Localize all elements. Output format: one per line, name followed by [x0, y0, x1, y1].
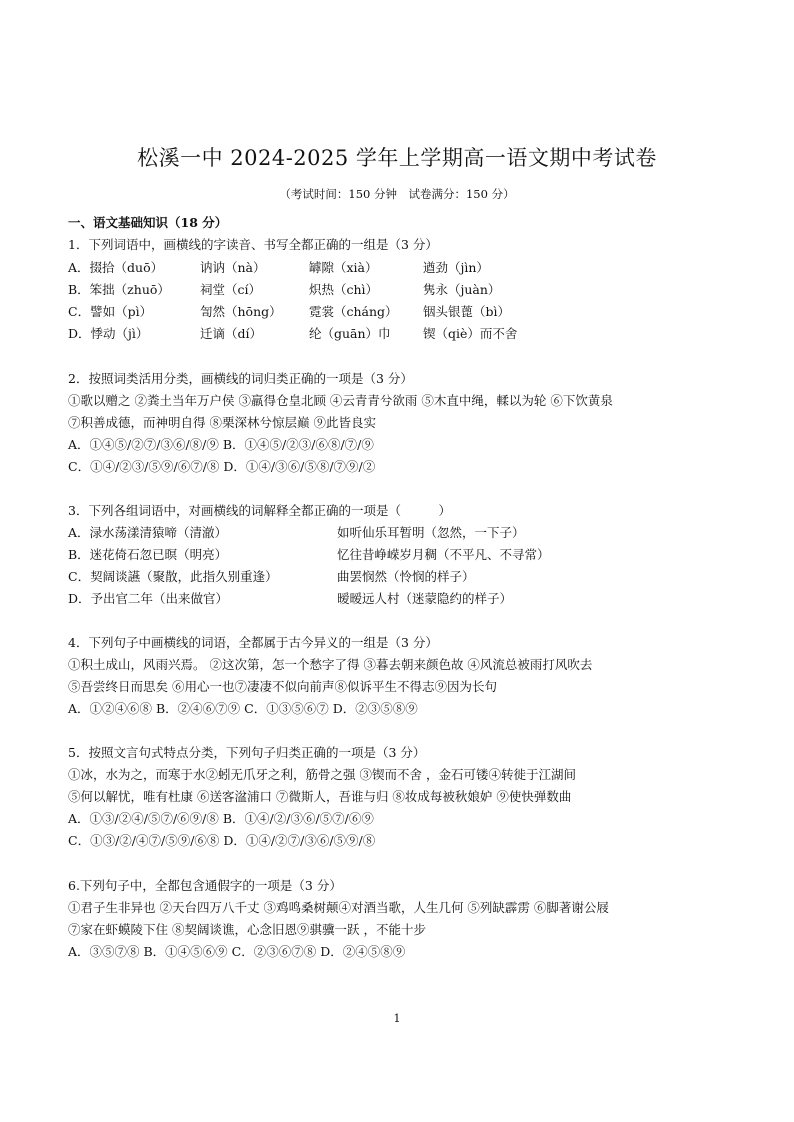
q3-d-2: 暧暧远人村（迷蒙隐约的样子） [337, 591, 513, 606]
q6-stem: 6.下列句子中，全都包含通假字的一项是（3 分） [68, 878, 342, 893]
q1-stem: 1．下列词语中，画横线的字读音、书写全都正确的一组是（3 分） [68, 237, 438, 252]
q1-b-1: B．笨拙（zhuō） [68, 282, 170, 297]
q3-b-2: 忆往昔峥嵘岁月稠（不平凡、不寻常） [337, 547, 550, 562]
q4-sentences-2: ⑤吾尝终日而思矣 ⑥用心一也⑦凄凄不似向前声⑧似诉平生不得志⑨因为长句 [68, 679, 497, 694]
q4-sentences-1: ①积土成山，风雨兴焉。 ②这次第，怎一个愁字了得 ③暮去朝来颜色故 ④风流总被雨打风吹去 [68, 657, 593, 672]
section-heading: 一、语文基础知识（18 分） [68, 215, 228, 230]
q5-sentences-1: ①冰，水为之，而寒于水②蚓无爪牙之利，筋骨之强 ③锲而不舍 ，金石可镂④转徙于江湖间 [68, 767, 576, 782]
q2-options-ab: A．①④⑤/②⑦/③⑥/⑧/⑨ B．①④⑤/②③/⑥⑧/⑦/⑨ [68, 437, 374, 452]
q3-c-2: 曲罢悯然（怜悯的样子） [337, 569, 475, 584]
q2-stem: 2．按照词类活用分类，画横线的词归类正确的一项是（3 分） [68, 371, 413, 386]
q1-b-2: 祠堂（cí） [200, 282, 261, 297]
q5-stem: 5．按照文言句式特点分类，下列句子归类正确的一项是（3 分） [68, 745, 426, 760]
q3-b-1: B．迷花倚石忽已暝（明亮） [68, 547, 228, 562]
q3-a-2: 如听仙乐耳暂明（忽然，一下子） [337, 525, 525, 540]
q4-stem: 4．下列句子中画横线的词语，全都属于古今异义的一组是（3 分） [68, 635, 438, 650]
q6-options: A．③⑤⑦⑧ B．①④⑤⑥⑨ C．②③⑥⑦⑧ D．②④⑤⑧⑨ [68, 944, 406, 959]
q6-sentences-2: ⑦家在虾蟆陵下住 ⑧契阔谈谯，心念旧恩⑨骐骥一跃 ，不能十步 [68, 922, 426, 937]
q1-d-3: 纶（guān）巾 [309, 326, 391, 341]
q3-d-1: D．予出官二年（出来做官） [68, 591, 229, 606]
q1-b-3: 炽热（chì） [309, 282, 379, 297]
q2-sentences-1: ①歌以赠之 ②粪土当年万户侯 ③羸得仓皇北顾 ④云青青兮欲雨 ⑤木直中绳，輮以为轮 ⑥下饮黄泉 [68, 393, 613, 408]
q3-c-1: C．契阔谈讌（聚散，此指久别重逢） [68, 569, 278, 584]
q1-a-2: 讷讷（nà） [200, 260, 266, 275]
exam-subtitle: （考试时间：150 分钟 试卷满分：150 分） [279, 187, 515, 201]
q2-sentences-2: ⑦积善成德，而神明自得 ⑧栗深林兮惊层巅 ⑨此皆良实 [68, 415, 376, 430]
q5-options-cd: C．①③/②/④⑦/⑤⑨/⑥⑧ D．①④/②⑦/③⑥/⑤⑨/⑧ [68, 833, 376, 848]
q1-d-2: 迁谪（dí） [200, 326, 262, 341]
q3-stem: 3．下列各组词语中，对画横线的词解释全都正确的一项是（ ） [68, 503, 451, 518]
q5-sentences-2: ⑤何以解忧，唯有杜康 ⑥送客湓浦口 ⑦微斯人，吾谁与归 ⑧妆成每被秋娘妒 ⑨使快弹数曲 [68, 789, 572, 804]
q1-c-2: 訇然（hōng） [200, 304, 282, 319]
q1-a-3: 罅隙（xià） [309, 260, 378, 275]
q1-c-1: C．譬如（pì） [68, 304, 153, 319]
q1-d-4: 锲（qiè）而不舍 [423, 326, 518, 341]
q1-c-4: 铟头银蓖（bì） [423, 304, 510, 319]
q3-a-1: A．渌水荡漾清猿啼（清澈） [68, 525, 228, 540]
q1-b-4: 隽永（juàn） [423, 282, 501, 297]
q2-options-cd: C．①④/②③/⑤⑨/⑥⑦/⑧ D．①④/③⑥/⑤⑧/⑦⑨/② [68, 459, 376, 474]
q5-options-ab: A．①③/②④/⑤⑦/⑥⑨/⑧ B．①④/②/③⑥/⑤⑦/⑥⑨ [68, 811, 374, 826]
q4-options: A．①②④⑥⑧ B．②④⑥⑦⑨ C．①③⑤⑥⑦ D．②③⑤⑧⑨ [68, 701, 418, 716]
q1-c-3: 霓裳（cháng） [309, 304, 398, 319]
q1-a-4: 遒劲（jìn） [423, 260, 489, 275]
q1-d-1: D．悸动（jì） [68, 326, 149, 341]
q1-a-1: A．掇拾（duō） [68, 260, 164, 275]
exam-title: 松溪一中 2024-2025 学年上学期高一语文期中考试卷 [137, 146, 657, 170]
q6-sentences-1: ①君子生非异也 ②天台四万八千丈 ③鸡鸣桑树颠④对酒当歌，人生几何 ⑤列缺霹雳 ⑥脚著谢公屐 [68, 900, 609, 915]
page-number: 1 [393, 1012, 401, 1025]
